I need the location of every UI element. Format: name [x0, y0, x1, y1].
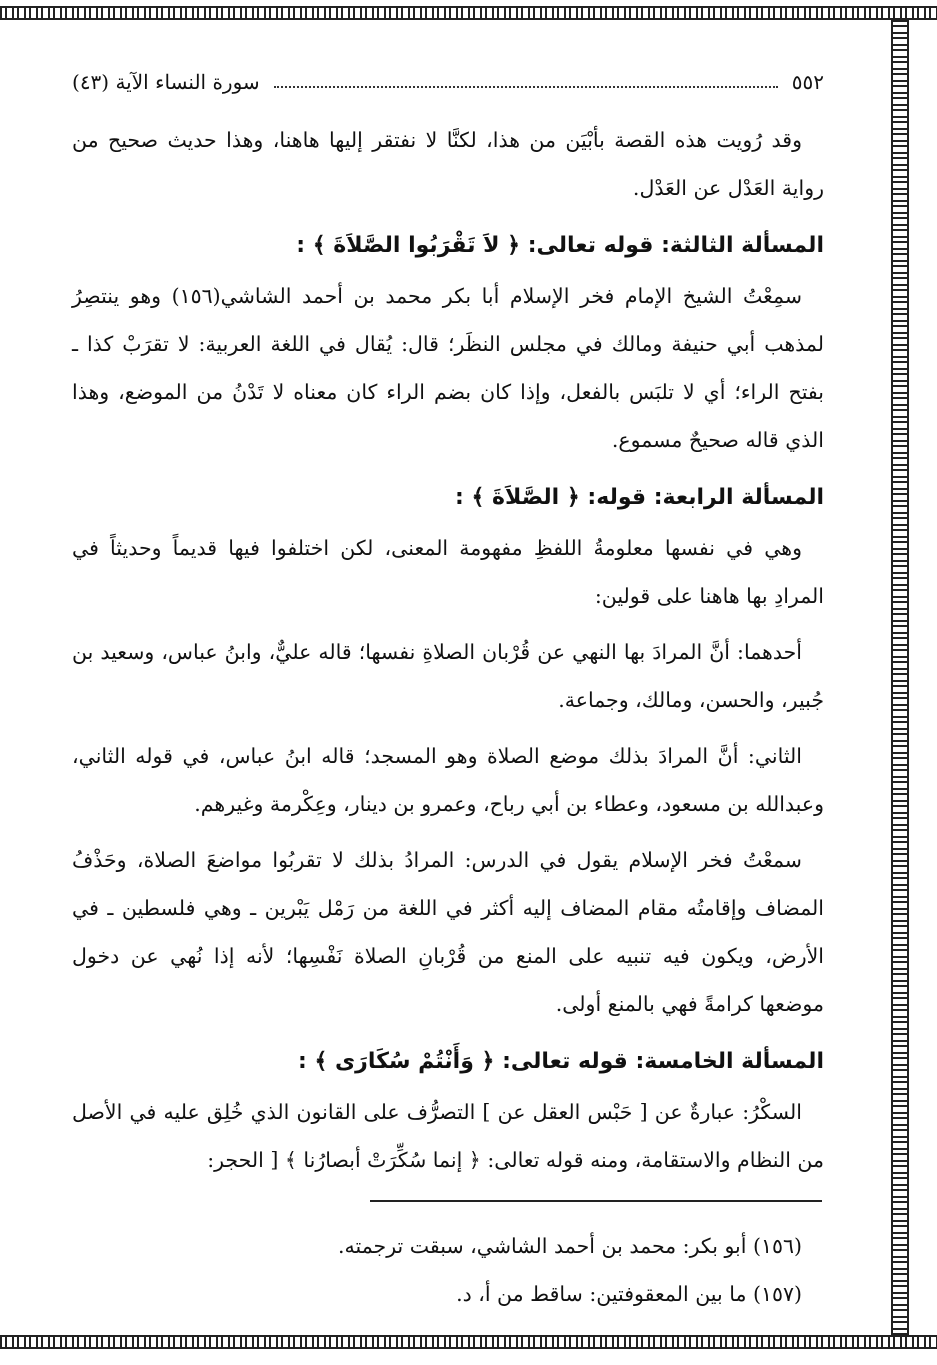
paragraph-6: سمعْتُ فخر الإسلام يقول في الدرس: المرادُ بذلك لا تقربُوا مواضعَ الصلاة، وحَذْفُ المضاف وإقامتُه مقام المضاف إليه أكثر في اللغة من رَمْل يَبْرين ـ وهي فلسطين ـ في الأرض، ويكون فيه تنبيه على المنع من قُرْبانِ الصلاة نَفْسِها؛ لأنه إذا نُهي عن دخول موضعها كرامةً فهي بالمنع أولى. — [72, 848, 824, 1016]
paragraph-2: سمِعْتُ الشيخ الإمام فخر الإسلام أبا بكر محمد بن أحمد الشاشي(١٥٦) وهو ينتصِرُ لمذهب أبي حنيفة ومالك في مجلس النظَر؛ قال: يُقال في اللغة العربية: لا تقرَبْ كذا ـ بفتح الراء؛ أي لا تلبَس بالفعل، وإذا كان بضم الراء كان معناه لا تَدْنُ من الموضع، وهذا الذي قاله صحيحٌ مسموع. — [72, 284, 824, 452]
issue-heading-3: المسألة الثالثة: قوله تعالى: ﴿ لاَ تَقْرَبُوا الصَّلاَةَ ﴾ : — [296, 233, 824, 258]
page-body — [72, 60, 824, 1192]
footnote-157: (١٥٧) ما بين المعقوفتين: ساقط من أ، د. — [456, 1282, 802, 1306]
paragraph-1: وقد رُويت هذه القصة بأبْيَن من هذا، لكنَّا لا نفتقر إليها هاهنا، وهذا حديث صحيح من رواية العَدْل عن العَدْل. — [72, 128, 824, 200]
header-dot-leader — [274, 76, 778, 88]
ornamental-border-right — [891, 20, 909, 1335]
paragraph-3: وهي في نفسها معلومةُ اللفظِ مفهومة المعنى، لكن اختلفوا فيها قديماً وحديثاً في المرادِ بها هاهنا على قولين: — [72, 536, 824, 608]
paragraph-5: الثاني: أنَّ المرادَ بذلك موضع الصلاة وهو المسجد؛ قاله ابنُ عباس، في قوله الثاني، وعبدالله بن مسعود، وعطاء بن أبي رباح، وعمرو بن دينار، وعِكْرمة وغيرهم. — [72, 744, 824, 816]
issue-heading-4: المسألة الرابعة: قوله: ﴿ الصَّلاَةَ ﴾ : — [455, 485, 824, 510]
paragraph-7: السكْرُ: عبارةٌ عن [ حَبْس العقل عن ] التصرُّف على القانون الذي خُلِق عليه في الأصل من النظام والاستقامة، ومنه قوله تعالى: ﴿ إنما سُكِّرَتْ أبصارُنا ﴾ [ الحجر: — [72, 1100, 824, 1172]
paragraph-4: أحدهما: أنَّ المرادَ بها النهي عن قُرْبان الصلاةِ نفسها؛ قاله عليٌّ، وابنُ عباس، وسعيد بن جُبير، والحسن، ومالك، وجماعة. — [72, 640, 824, 712]
running-title: سورة النساء الآية (٤٣) — [72, 70, 260, 94]
ornamental-border-top — [0, 6, 937, 20]
footnote-156: (١٥٦) أبو بكر: محمد بن أحمد الشاشي، سبقت ترجمته. — [338, 1234, 802, 1258]
footnotes — [72, 1222, 824, 1318]
page-number: ٥٥٢ — [791, 70, 824, 94]
ornamental-border-bottom — [0, 1335, 937, 1349]
footnote-separator — [370, 1200, 822, 1202]
running-header — [72, 70, 824, 94]
issue-heading-5: المسألة الخامسة: قوله تعالى: ﴿ وَأَنْتُمْ سُكَارَى ﴾ : — [297, 1049, 824, 1074]
